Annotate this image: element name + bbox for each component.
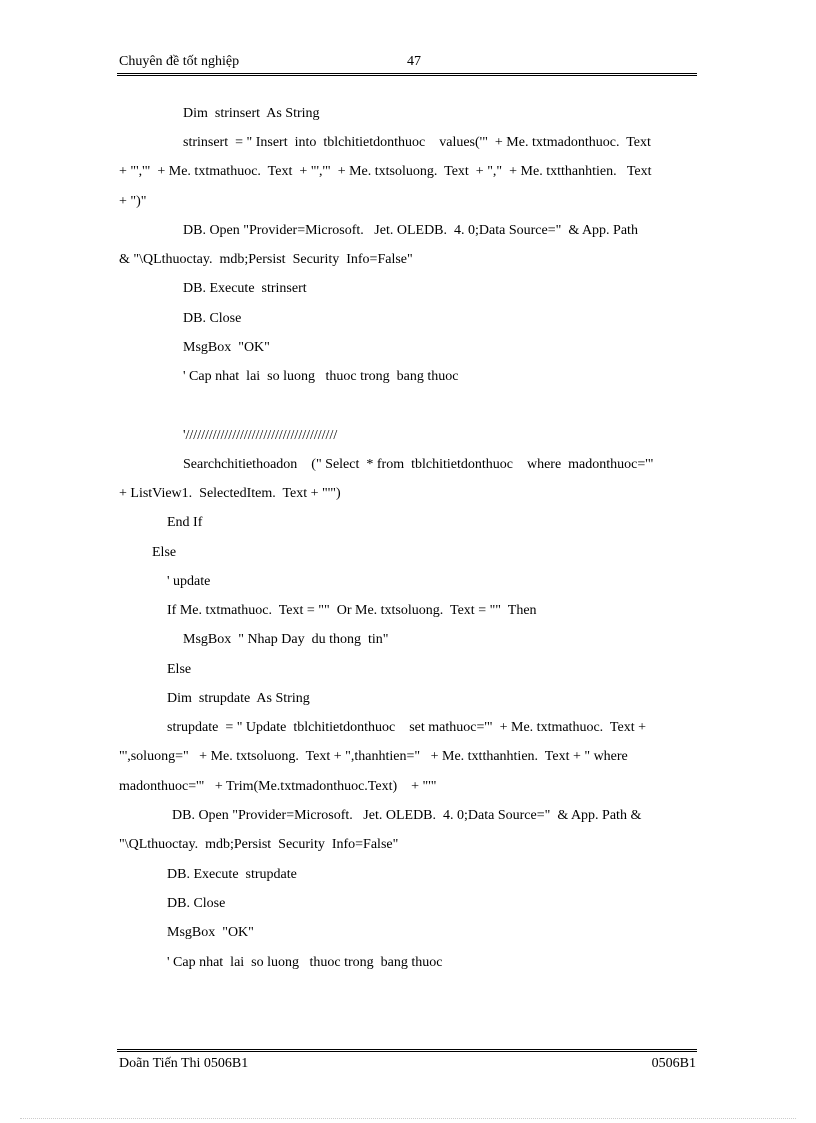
code-line: Else bbox=[167, 662, 192, 677]
code-line: strinsert = " Insert into tblchitietdonthuoc values('" + Me. txtmadonthuoc. Text bbox=[183, 135, 651, 150]
code-line: madonthuoc='" + Trim(Me.txtmadonthuoc.Text) + "'" bbox=[119, 779, 437, 794]
code-line: DB. Open "Provider=Microsoft. Jet. OLEDB. 4. 0;Data Source=" & App. Path bbox=[183, 223, 638, 238]
footer-code: 0506B1 bbox=[651, 1056, 696, 1071]
code-line: & "\QLthuoctay. mdb;Persist Security Info=False" bbox=[119, 252, 413, 267]
code-line: + "','" + Me. txtmathuoc. Text + "','" + Me. txtsoluong. Text + "," + Me. txtthanhtien. Text bbox=[119, 164, 652, 179]
code-line: ' Cap nhat lai so luong thuoc trong bang thuoc bbox=[167, 955, 443, 970]
code-line: DB. Open "Provider=Microsoft. Jet. OLEDB. 4. 0;Data Source=" & App. Path & bbox=[172, 808, 642, 823]
code-line: DB. Execute strupdate bbox=[167, 867, 297, 882]
code-line: DB. Execute strinsert bbox=[183, 281, 307, 296]
code-line: + ListView1. SelectedItem. Text + "'") bbox=[119, 486, 341, 501]
code-line: DB. Close bbox=[183, 311, 242, 326]
code-line: DB. Close bbox=[167, 896, 226, 911]
footer-rule bbox=[117, 1049, 697, 1052]
page-edge-divider bbox=[20, 1118, 796, 1119]
code-line: strupdate = " Update tblchitietdonthuoc set mathuoc='" + Me. txtmathuoc. Text + bbox=[167, 720, 646, 735]
header-rule bbox=[117, 73, 697, 76]
code-line: End If bbox=[167, 515, 203, 530]
code-line: Dim strinsert As String bbox=[183, 106, 320, 121]
page-number: 47 bbox=[407, 54, 421, 69]
code-line: MsgBox " Nhap Day du thong tin" bbox=[183, 632, 389, 647]
code-line: "\QLthuoctay. mdb;Persist Security Info=False" bbox=[119, 837, 399, 852]
page-header bbox=[119, 54, 696, 74]
code-line: + ")" bbox=[119, 194, 147, 209]
code-line: Else bbox=[152, 545, 177, 560]
footer-author: Doãn Tiến Thi 0506B1 bbox=[119, 1056, 249, 1071]
code-line: Searchchitiethoadon (" Select * from tblchitietdonthuoc where madonthuoc='" bbox=[183, 457, 654, 472]
header-title: Chuyên đề tốt nghiệp bbox=[119, 54, 240, 69]
code-line: If Me. txtmathuoc. Text = "" Or Me. txtsoluong. Text = "" Then bbox=[167, 603, 537, 618]
code-line: MsgBox "OK" bbox=[183, 340, 270, 355]
code-line: Dim strupdate As String bbox=[167, 691, 310, 706]
code-line: '/////////////////////////////////////// bbox=[183, 428, 338, 443]
code-line: MsgBox "OK" bbox=[167, 925, 254, 940]
code-line: "',soluong=" + Me. txtsoluong. Text + ",thanhtien=" + Me. txtthanhtien. Text + " where bbox=[119, 749, 628, 764]
code-line: ' update bbox=[167, 574, 211, 589]
code-line: ' Cap nhat lai so luong thuoc trong bang thuoc bbox=[183, 369, 459, 384]
page-footer bbox=[119, 1056, 696, 1076]
